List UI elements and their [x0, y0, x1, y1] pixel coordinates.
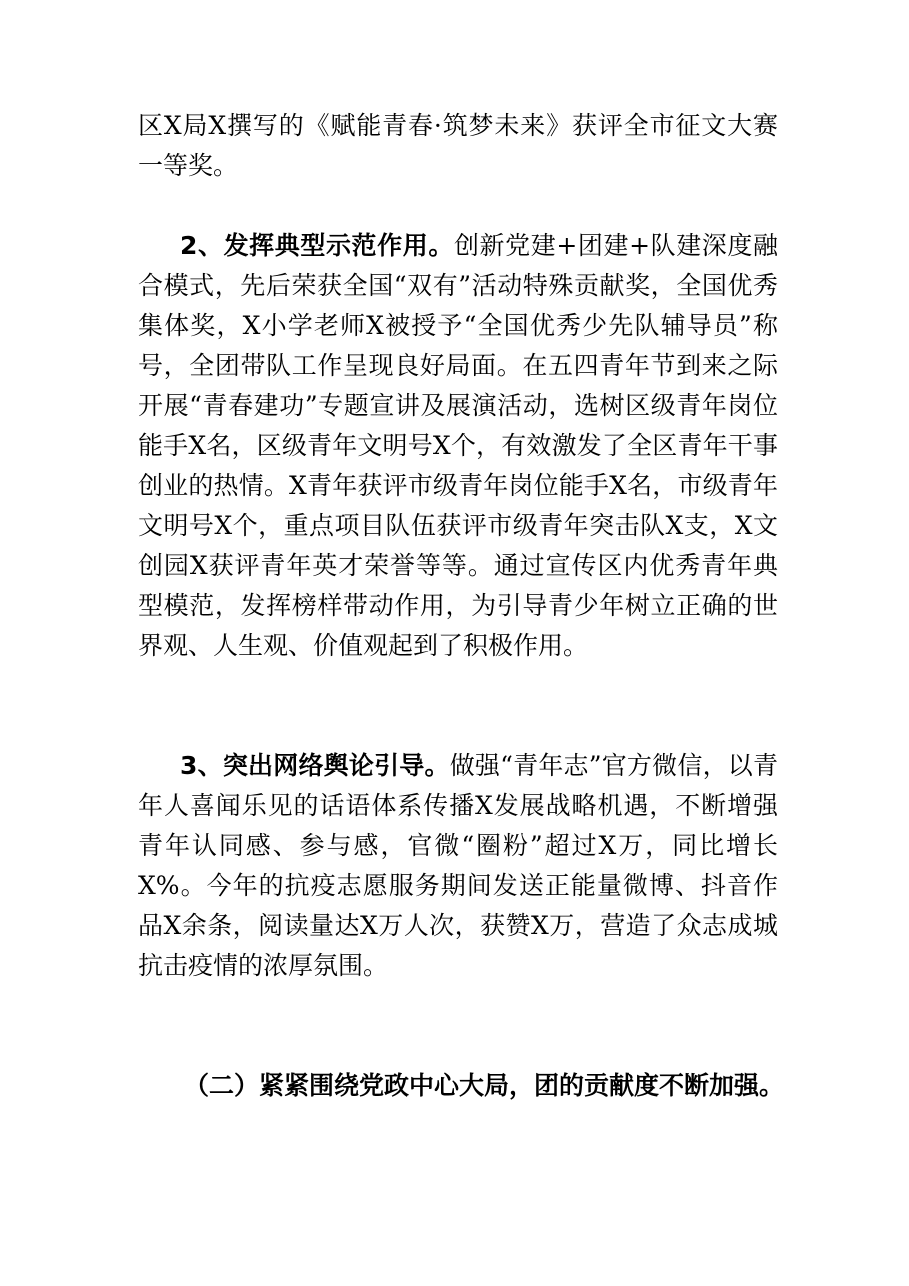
paragraph-body: 创新党建+团建+队建深度融合模式，先后荣获全国“双有”活动特殊贡献奖，全国优秀集体奖，X小学老师X被授予“全国优秀少先队辅导员”称号，全团带队工作呈现良好局面。在五四青年节到来之际开展“青春建功”专题宣讲及展演活动，选树区级青年岗位能手X名，区级青年文明号X个，有效激发了全区青年干事创业的热情。X青年获评市级青年岗位能手X名，市级青年文明号X个，重点项目队伍获评市级青年突击队X支，X文创园X获评青年英才荣誉等等。通过宣传区内优秀青年典型模范，发挥榜样带动作用，为引导青少年树立正确的世界观、人生观、价值观起到了积极作用。: [138, 231, 778, 660]
paragraph-body: 区X局X撰写的《赋能青春·筑梦未来》获评全市征文大赛一等奖。: [138, 111, 778, 180]
paragraph-typical-demonstration: [138, 226, 778, 666]
paragraph-body: 做强“青年志”官方微信，以青年人喜闻乐见的话语体系传播X发展战略机遇，不断增强青年认同感、参与感，官微“圈粉”超过X万，同比增长X%。今年的抗疫志愿服务期间发送正能量微博、抖音作品X余条，阅读量达X万人次，获赞X万，营造了众志成城抗击疫情的浓厚氛围。: [138, 751, 778, 980]
paragraph-online-opinion: [138, 746, 778, 986]
paragraph-lead: 3、突出网络舆论引导。: [180, 751, 450, 780]
paragraph-continuation: [138, 106, 778, 186]
section-heading: （二）紧紧围绕党政中心大局，团的贡献度不断加强。: [184, 1071, 785, 1100]
paragraph-lead: 2、发挥典型示范作用。: [180, 231, 454, 260]
